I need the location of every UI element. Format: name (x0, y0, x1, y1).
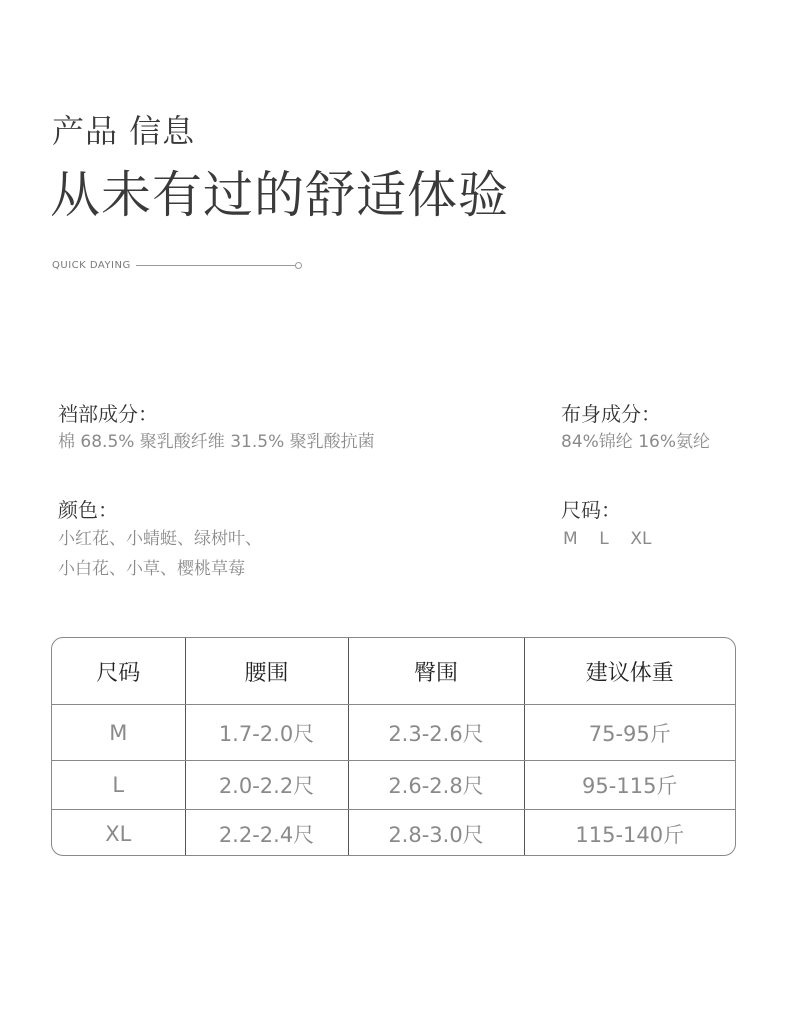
size-options: M L XL (563, 529, 652, 549)
color-value-line-1: 小红花、小蜻蜓、绿树叶、 (58, 529, 262, 549)
column-header-weight: 建议体重 (524, 638, 735, 705)
table-row (52, 705, 735, 761)
color-label: 颜色： (58, 498, 118, 522)
size-chart (51, 637, 736, 856)
table-cell: XL (52, 810, 185, 857)
column-header-hip: 臀围 (348, 638, 524, 705)
table-cell: 2.6-2.8尺 (348, 761, 524, 810)
column-header-waist: 腰围 (185, 638, 348, 705)
body-material-value: 84%锦纶 16%氨纶 (561, 432, 710, 452)
table-row (52, 810, 735, 857)
page-title: 从未有过的舒适体验 (50, 166, 509, 224)
tagline: QUICK DAYING (52, 260, 131, 271)
section-kicker: 产品 信息 (52, 112, 196, 150)
size-label: 尺码： (561, 498, 621, 522)
crotch-material-label: 裆部成分： (58, 402, 158, 426)
table-cell: 1.7-2.0尺 (185, 705, 348, 761)
column-header-size: 尺码 (52, 638, 185, 705)
tagline-end-dot (295, 262, 302, 269)
table-cell: 95-115斤 (524, 761, 735, 810)
tagline-divider (136, 265, 296, 266)
table-row (52, 761, 735, 810)
table-cell: 75-95斤 (524, 705, 735, 761)
table-cell: L (52, 761, 185, 810)
body-material-label: 布身成分： (561, 402, 661, 426)
table-cell: 2.0-2.2尺 (185, 761, 348, 810)
table-cell: 2.2-2.4尺 (185, 810, 348, 857)
color-value-line-2: 小白花、小草、樱桃草莓 (58, 559, 245, 579)
table-header-row (52, 638, 735, 705)
crotch-material-value: 棉 68.5% 聚乳酸纤维 31.5% 聚乳酸抗菌 (58, 432, 375, 452)
table-cell: 115-140斤 (575, 823, 685, 847)
table-cell: M (52, 705, 185, 761)
table-cell: 2.8-3.0尺 (348, 810, 524, 857)
table-cell: 2.3-2.6尺 (348, 705, 524, 761)
